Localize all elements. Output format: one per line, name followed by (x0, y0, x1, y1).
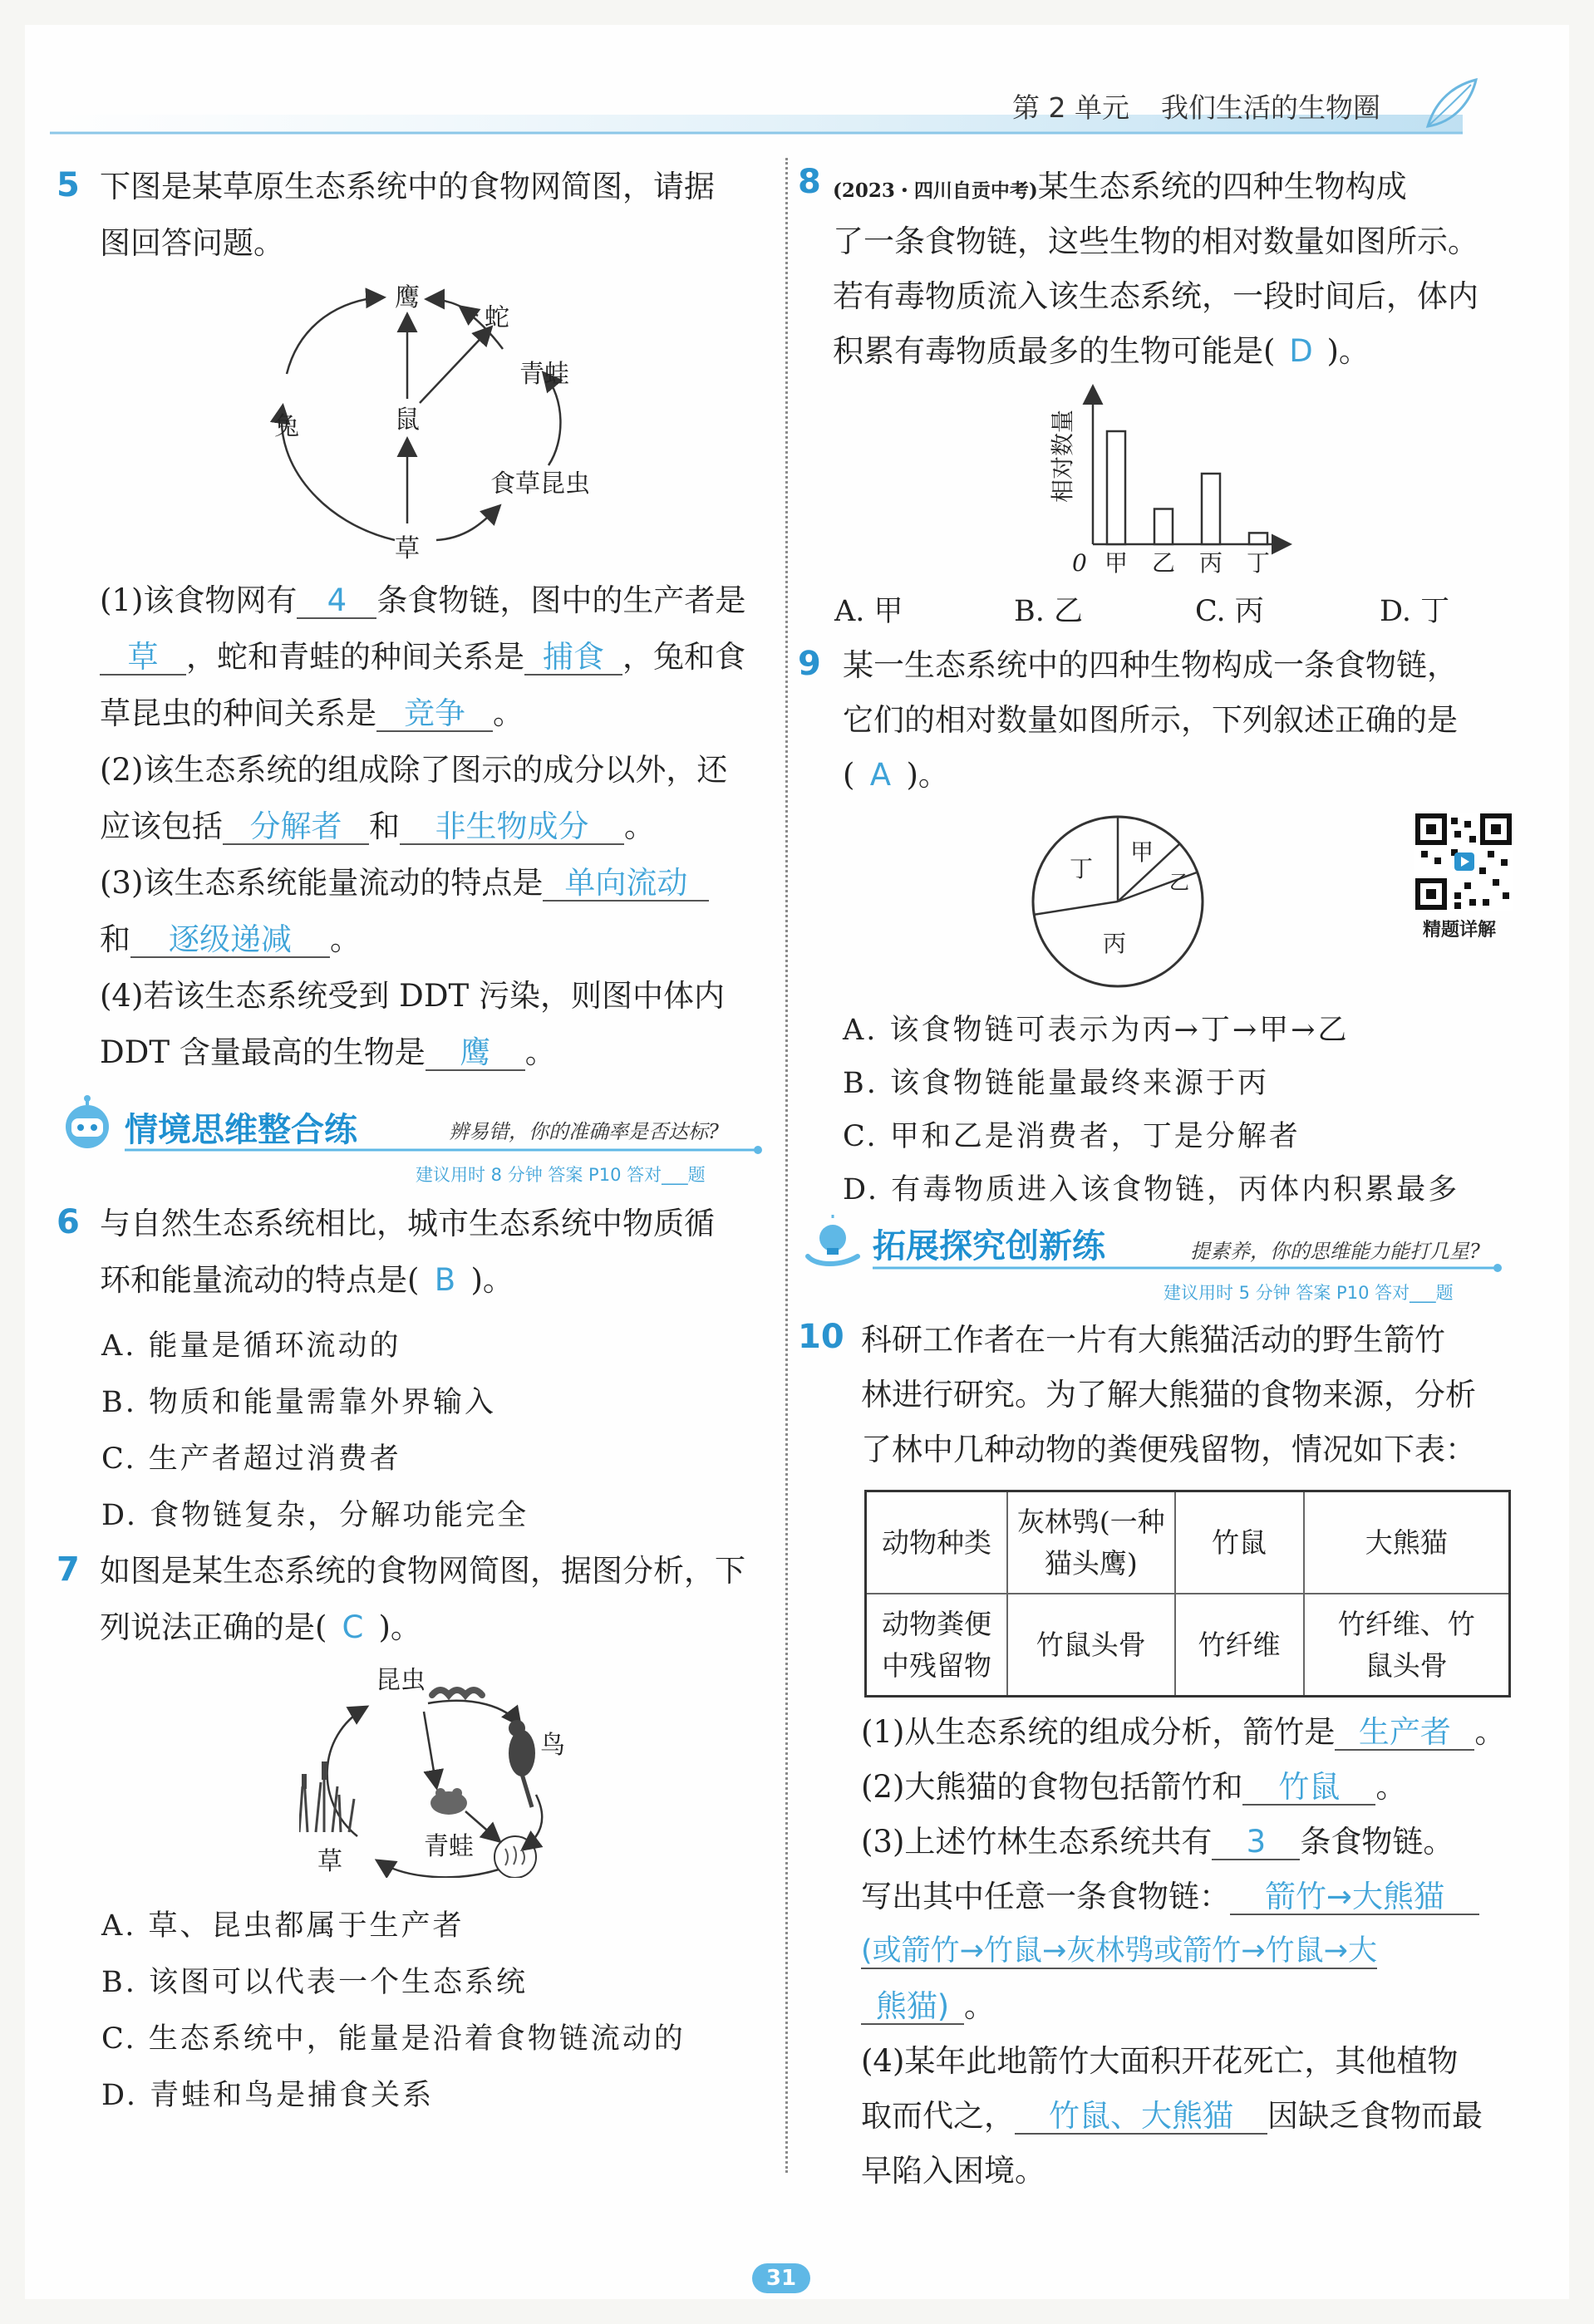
q8-option-d: D. 丁 (1380, 595, 1450, 628)
q10-stem-line2: 林进行研究。为了解大熊猫的食物来源，分析 (861, 1377, 1476, 1413)
q10-part4-line2: 取而代之， 竹鼠、大熊猫 因缺乏食物而最 (861, 2098, 1483, 2134)
q5-answer-1: 4 (297, 585, 376, 619)
table-cell: 大熊猫 (1304, 1491, 1510, 1594)
q7-food-web-illustration (299, 1662, 598, 1878)
x-tick-label-2: 丙 (1199, 549, 1223, 577)
section1-title: 情境思维整合练 (125, 1111, 357, 1149)
table-row (866, 1491, 1510, 1594)
q10-answer-3: 3 (1212, 1826, 1300, 1860)
section2-underline (873, 1263, 1513, 1273)
q6-stem-line2: 环和能量流动的特点是( B )。 (100, 1262, 514, 1298)
table-cell: 动物粪便 中残留物 (866, 1594, 1008, 1697)
q8-stem-line2: 了一条食物链，这些生物的相对数量如图所示。 (833, 224, 1478, 259)
q5-answer-7: 单向流动 (543, 867, 709, 902)
q9-stem-line2: 它们的相对数量如图所示，下列叙述正确的是 (843, 702, 1458, 738)
q5-part1-line1: (1)该食物网有 4 条食物链，图中的生产者是 (100, 582, 746, 618)
q10-stem-line1: 科研工作者在一片有大熊猫活动的野生箭竹 (861, 1322, 1445, 1358)
node-insect: 食草昆虫 (490, 469, 590, 499)
table-cell: 竹纤维、竹 鼠头骨 (1304, 1594, 1510, 1697)
question-10-number: 10 (798, 1318, 844, 1356)
qr-code-icon[interactable] (1414, 813, 1513, 911)
q7-option-d: D. 青蛙和鸟是捕食关系 (101, 2079, 435, 2112)
header-title: 我们生活的生物圈 (1161, 91, 1380, 124)
q5-stem-line1: 下图是某草原生态系统中的食物网简图，请据 (100, 169, 715, 204)
x-tick-label-1: 乙 (1152, 549, 1176, 577)
q9-stem-line3: ( A )。 (843, 757, 949, 793)
q5-part2-line1: (2)该生态系统的组成除了图示的成分以外，还 (100, 752, 728, 788)
q5-food-web-diagram (249, 274, 632, 573)
q5-answer-8: 逐级递减 (130, 924, 330, 958)
q5-answer-9: 鹰 (426, 1037, 525, 1071)
q5-part3-line2: 和 逐级递减 。 (100, 921, 361, 957)
table-cell: 动物种类 (866, 1491, 1008, 1594)
q6-stem-line1: 与自然生态系统相比，城市生态系统中物质循 (100, 1206, 715, 1241)
q9-option-c: C. 甲和乙是消费者，丁是分解者 (843, 1120, 1301, 1153)
q10-part1: (1)从生态系统的组成分析，箭竹是 生产者 。 (861, 1714, 1506, 1750)
x-tick-label-0: 甲 (1104, 549, 1129, 577)
q6-answer: B (434, 1262, 456, 1298)
section1-underline (125, 1145, 765, 1155)
node-frog: 青蛙 (519, 360, 569, 389)
qr-label: 精题详解 (1423, 920, 1497, 941)
q5-part1-line2: 草 ，蛇和青蛙的种间关系是 捕食 ，兔和食 (100, 640, 745, 676)
frog-icon (430, 1788, 467, 1815)
q10-part2: (2)大熊猫的食物包括箭竹和 竹鼠 。 (861, 1769, 1407, 1805)
q7-stem-line2: 列说法正确的是( C )。 (100, 1609, 421, 1645)
lightbulb-hand-icon (799, 1215, 866, 1273)
grass-icon (299, 1761, 354, 1832)
bird-icon (509, 1720, 535, 1807)
leaf-logo-icon (1421, 76, 1479, 135)
q10-answer-1: 生产者 (1335, 1717, 1474, 1751)
origin-label: 0 (1072, 549, 1087, 577)
q10-part4-line3: 早陷入困境。 (861, 2153, 1045, 2189)
q7-answer: C (342, 1609, 364, 1645)
question-9-number: 9 (798, 645, 821, 683)
q6-option-a: A. 能量是循环流动的 (101, 1329, 401, 1363)
label-frog: 青蛙 (424, 1832, 474, 1861)
x-tick-label-3: 丁 (1247, 549, 1271, 577)
section2-hint: 建议用时 5 分钟 答案 P10 答对___题 (1164, 1283, 1454, 1303)
node-rabbit: 兔 (274, 412, 299, 441)
table-cell: 竹纤维 (1175, 1594, 1304, 1697)
q9-pie-chart (1026, 810, 1209, 993)
robot-icon (58, 1095, 116, 1153)
pie-label-ding: 丁 (1070, 855, 1094, 882)
q6-option-d: D. 食物链复杂，分解功能完全 (101, 1499, 529, 1532)
table-cell: 竹鼠头骨 (1007, 1594, 1175, 1697)
label-bird: 鸟 (540, 1731, 565, 1760)
column-divider (785, 158, 788, 2173)
q8-stem-line4: 积累有毒物质最多的生物可能是( D )。 (833, 333, 1370, 369)
q8-source: (2023・四川自贡中考) (833, 179, 1038, 202)
label-grass: 草 (317, 1847, 342, 1876)
q10-stem-line3: 了林中几种动物的粪便残留物，情况如下表： (861, 1432, 1476, 1467)
q5-part4-line1: (4)若该生态系统受到 DDT 污染，则图中体内 (100, 978, 725, 1014)
q7-stem-line1: 如图是某生态系统的食物网简图，据图分析，下 (100, 1553, 745, 1589)
q10-answer-5: 竹鼠、大熊猫 (1015, 2100, 1267, 2135)
q8-stem-line3: 若有毒物质流入该生态系统，一段时间后，体内 (833, 278, 1478, 314)
section2-title: 拓展探究创新练 (873, 1227, 1105, 1265)
q10-answer-2: 竹鼠 (1242, 1771, 1375, 1806)
table-row (866, 1594, 1510, 1697)
q7-option-b: B. 该图可以代表一个生态系统 (101, 1966, 528, 1999)
q5-part2-line2: 应该包括 分解者 和 非生物成分 。 (100, 808, 655, 844)
q5-answer-3: 捕食 (524, 641, 622, 676)
bar-3 (1249, 533, 1267, 544)
q10-part3-line2: 写出其中任意一条食物链： 箭竹→大熊猫 (861, 1879, 1479, 1915)
node-mouse: 鼠 (395, 405, 420, 435)
q6-option-b: B. 物质和能量需靠外界输入 (101, 1386, 496, 1419)
q5-answer-6: 非生物成分 (400, 811, 624, 845)
q7-option-c: C. 生态系统中，能量是沿着食物链流动的 (101, 2022, 686, 2056)
section1-subtitle: 辨易错，你的准确率是否达标? (449, 1120, 719, 1143)
q8-bar-chart (1047, 378, 1296, 586)
q5-answer-4: 竞争 (376, 698, 493, 732)
table-cell: 灰林鸮(一种 猫头鹰) (1007, 1491, 1175, 1594)
section1-hint: 建议用时 8 分钟 答案 P10 答对___题 (416, 1165, 706, 1185)
bar-2 (1202, 474, 1220, 544)
node-eagle: 鹰 (395, 283, 420, 312)
q10-part3-line1: (3)上述竹林生态系统共有 3 条食物链。 (861, 1824, 1454, 1860)
q9-option-a: A. 该食物链可表示为丙→丁→甲→乙 (843, 1014, 1350, 1047)
pie-divider-4 (1033, 902, 1118, 915)
bar-0 (1107, 431, 1125, 544)
q8-stem-line1: (2023・四川自贡中考)某生态系统的四种生物构成 (833, 169, 1407, 204)
q10-part4-line1: (4)某年此地箭竹大面积开花死亡，其他植物 (861, 2043, 1459, 2079)
page-number: 31 (752, 2263, 810, 2293)
q5-answer-2: 草 (100, 641, 186, 676)
node-snake: 蛇 (485, 303, 509, 332)
pie-label-jia: 甲 (1130, 838, 1154, 866)
q9-option-d: D. 有毒物质进入该食物链，丙体内积累最多 (843, 1173, 1460, 1206)
table-cell: 竹鼠 (1175, 1491, 1304, 1594)
q9-stem-line1: 某一生态系统中的四种生物构成一条食物链， (843, 647, 1458, 683)
q10-answer-4c: 熊猫) (861, 1991, 964, 2025)
q9-answer: A (869, 757, 892, 793)
q6-option-c: C. 生产者超过消费者 (101, 1442, 401, 1476)
q5-part4-line2: DDT 含量最高的生物是 鹰 。 (100, 1034, 556, 1070)
q5-part1-line3: 草昆虫的种间关系是 竞争 。 (100, 695, 524, 731)
question-8-number: 8 (798, 163, 821, 201)
q10-answer-4b: (或箭竹→竹鼠→灰林鸮或箭竹→竹鼠→大 (861, 1934, 1377, 1969)
q5-stem-line2: 图回答问题。 (100, 225, 284, 261)
bar-1 (1154, 509, 1173, 545)
caterpillar-icon (432, 1690, 482, 1695)
question-5-number: 5 (57, 166, 80, 204)
q10-table (864, 1490, 1511, 1698)
q8-option-c: C. 丙 (1195, 595, 1264, 628)
label-insect: 昆虫 (376, 1666, 426, 1695)
question-7-number: 7 (57, 1550, 80, 1589)
q7-option-a: A. 草、昆虫都属于生产者 (101, 1909, 465, 1943)
q8-option-b: B. 乙 (1014, 595, 1083, 628)
header-unit: 第 2 单元 (1012, 91, 1129, 124)
q5-answer-5: 分解者 (223, 811, 369, 845)
node-grass: 草 (395, 534, 420, 563)
pie-label-yi: 乙 (1169, 871, 1189, 894)
q10-answer-4a: 箭竹→大熊猫 (1230, 1881, 1479, 1915)
y-axis-label: 相对数量 (1049, 409, 1076, 503)
q5-part3-line1: (3)该生态系统能量流动的特点是 单向流动 (100, 866, 709, 902)
section2-subtitle: 提素养，你的思维能力能打几星? (1190, 1240, 1480, 1263)
pie-label-bing: 丙 (1103, 930, 1127, 957)
q10-part3-line4: 熊猫) 。 (861, 1989, 995, 2025)
q9-option-b: B. 该食物链能量最终来源于丙 (843, 1067, 1269, 1100)
q8-answer: D (1289, 333, 1313, 369)
q8-option-a: A. 甲 (834, 595, 903, 628)
question-6-number: 6 (57, 1203, 80, 1241)
